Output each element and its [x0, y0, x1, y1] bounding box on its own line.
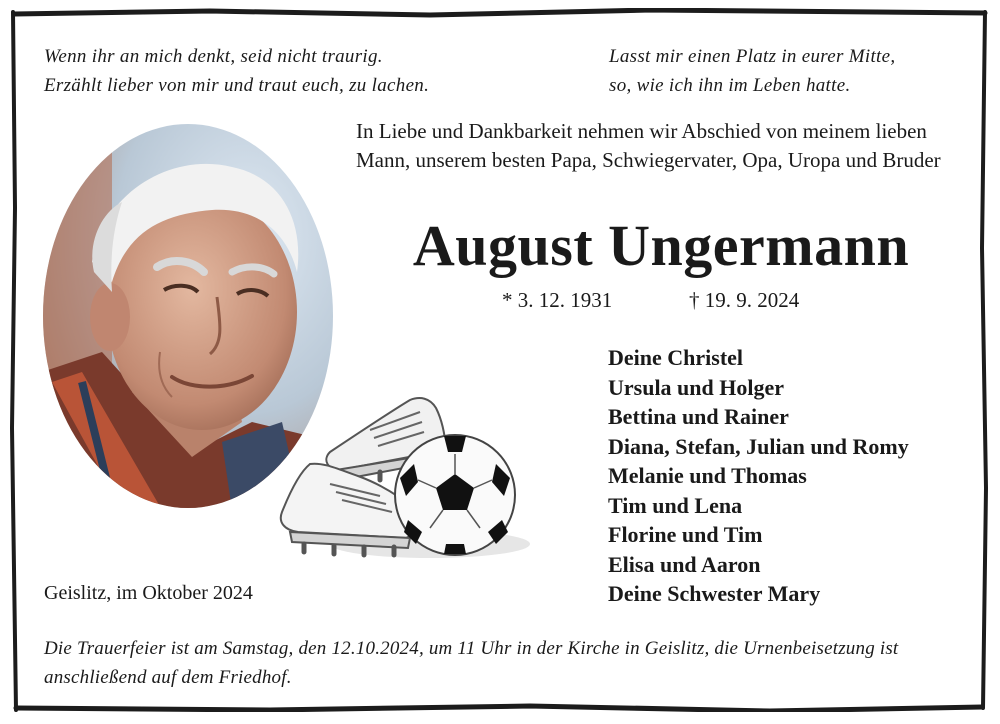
quote-left-line-2: Erzählt lieber von mir und traut euch, zu lachen.: [44, 75, 430, 96]
death-date: † 19. 9. 2024: [689, 288, 800, 312]
list-item: Elisa und Aaron: [608, 551, 761, 577]
quote-left-line-1: Wenn ihr an mich denkt, seid nicht traurig.: [44, 46, 383, 67]
list-item: Deine Schwester Mary: [608, 581, 821, 606]
mourners-list: [608, 343, 909, 609]
list-item: Melanie und Thomas: [608, 463, 807, 488]
list-item: Florine und Tim: [608, 522, 763, 547]
quote-right-line-1: Lasst mir einen Platz in eurer Mitte,: [609, 46, 896, 67]
list-item: Diana, Stefan, Julian und Romy: [608, 433, 909, 459]
list-item: Deine Christel: [608, 345, 744, 370]
quote-left: [44, 42, 429, 100]
list-item: Bettina und Rainer: [608, 404, 789, 429]
soccer-ball-icon: [392, 432, 518, 558]
intro-text: In Liebe und Dankbarkeit nehmen wir Abschied von meinem lieben Mann, unserem besten Papa, Schwiegervater, Opa, Uropa und Bruder: [356, 119, 941, 172]
place-date: Geislitz, im Oktober 2024: [44, 582, 253, 604]
birth-date: * 3. 12. 1931: [502, 288, 613, 312]
quote-right-line-2: so, wie ich ihn im Leben hatte.: [609, 75, 851, 96]
list-item: Tim und Lena: [608, 492, 743, 518]
deceased-name: August Ungermann: [412, 213, 910, 278]
quote-right: [609, 42, 895, 100]
funeral-info: Die Trauerfeier ist am Samstag, den 12.10.2024, um 11 Uhr in der Kirche in Geislitz, die Urnenbeisetzung ist anschließend auf dem Friedhof.: [44, 638, 899, 688]
list-item: Ursula und Holger: [608, 374, 785, 400]
soccer-ball: [392, 432, 518, 563]
